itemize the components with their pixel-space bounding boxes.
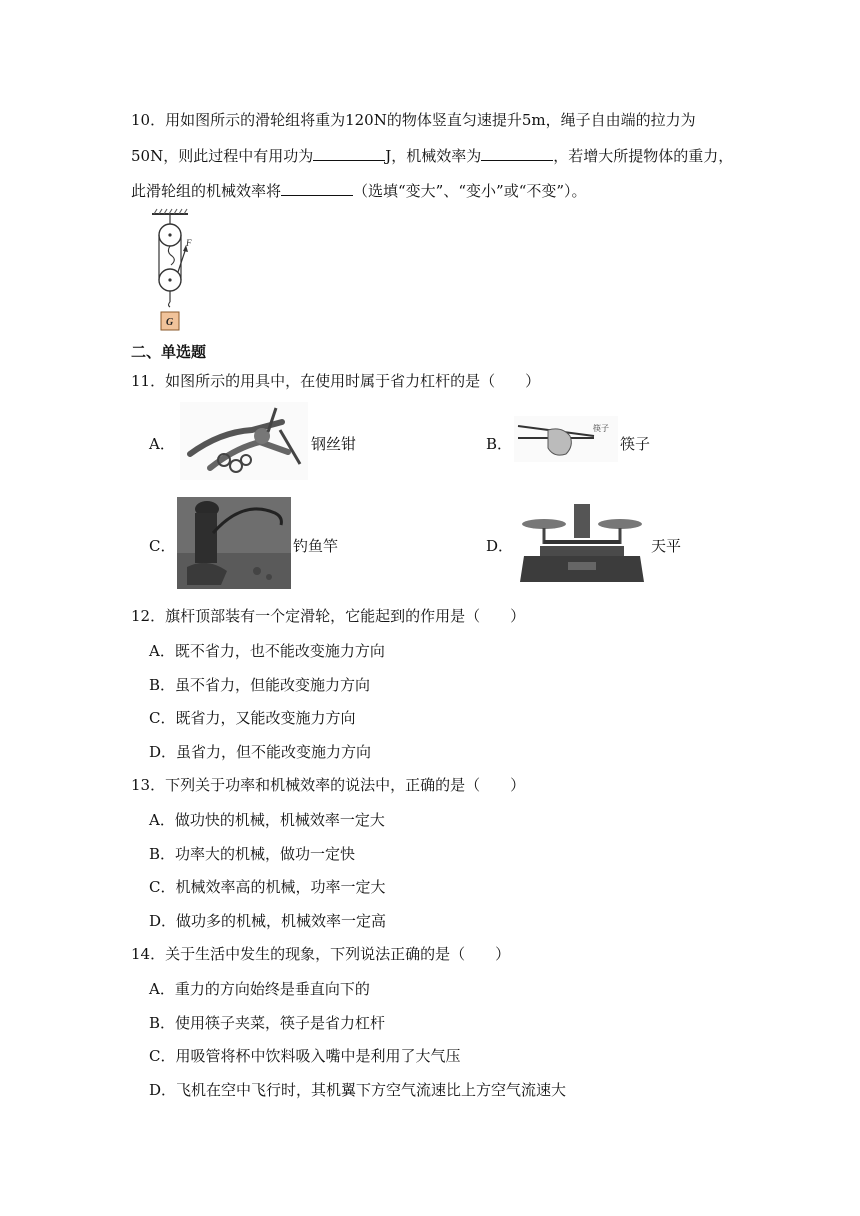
q11-option-c-label: 钓鱼竿 [293, 537, 339, 555]
chopsticks-caption: 筷子 [593, 424, 609, 433]
q11-option-d-letter[interactable]: D． [486, 537, 514, 555]
q10-line1: 10．用如图所示的滑轮组将重为120N的物体竖直匀速提升5m，绳子自由端的拉力为 [131, 111, 696, 129]
q12-option-a[interactable]: A．既不省力，也不能改变施力方向 [149, 642, 385, 660]
q11-stem: 11．如图所示的用具中，在使用时属于省力杠杆的是（ ） [131, 372, 541, 390]
q11-option-a-label: 钢丝钳 [311, 435, 357, 453]
q13-stem: 13．下列关于功率和机械效率的说法中，正确的是（ ） [131, 776, 526, 794]
q14-option-d[interactable]: D．飞机在空中飞行时，其机翼下方空气流速比上方空气流速大 [149, 1081, 567, 1099]
section-heading: 二、单选题 [131, 343, 207, 361]
q10-line3-text-b: （选填“变大”、“变小”或“不变”）。 [353, 182, 587, 200]
q12-stem: 12．旗杆顶部装有一个定滑轮，它能起到的作用是（ ） [131, 607, 526, 625]
balance-scale-image [516, 498, 648, 590]
q10-line2 [131, 145, 733, 166]
q13-option-c[interactable]: C．机械效率高的机械，功率一定大 [149, 878, 386, 896]
q10-line2-text-c: ，若增大所提物体的重力， [553, 147, 734, 165]
weight-label: G [166, 317, 174, 328]
q14-option-b[interactable]: B．使用筷子夹菜，筷子是省力杠杆 [149, 1014, 386, 1032]
q11-option-a-letter[interactable]: A． [149, 435, 175, 453]
q13-option-a[interactable]: A．做功快的机械，机械效率一定大 [149, 811, 385, 829]
q11-option-b-label: 筷子 [620, 435, 651, 453]
q10-line2-text-b: J，机械效率为 [385, 147, 482, 165]
q13-option-d[interactable]: D．做功多的机械，机械效率一定高 [149, 912, 387, 930]
pliers-image [180, 402, 308, 480]
q11-option-b-letter[interactable]: B． [486, 435, 513, 453]
chopsticks-image [514, 416, 618, 462]
q10-line3 [131, 180, 587, 201]
q10-line2-text-a: 50N，则此过程中有用功为 [131, 147, 314, 165]
answer-blank-efficiency-change[interactable] [281, 180, 353, 196]
q11-option-d-label: 天平 [651, 537, 682, 555]
q14-option-c[interactable]: C．用吸管将杯中饮料吸入嘴中是利用了大气压 [149, 1047, 461, 1065]
fishing-rod-image [177, 497, 291, 589]
q13-option-b[interactable]: B．功率大的机械，做功一定快 [149, 845, 356, 863]
q14-stem: 14．关于生活中发生的现象，下列说法正确的是（ ） [131, 945, 511, 963]
q12-option-d[interactable]: D．虽省力，但不能改变施力方向 [149, 743, 372, 761]
q10-line3-text-a: 此滑轮组的机械效率将 [131, 182, 282, 200]
q12-option-b[interactable]: B．虽不省力，但能改变施力方向 [149, 676, 371, 694]
q14-option-a[interactable]: A．重力的方向始终是垂直向下的 [149, 980, 370, 998]
q12-option-c[interactable]: C．既省力，又能改变施力方向 [149, 709, 356, 727]
force-label: F [186, 238, 192, 248]
q11-option-c-letter[interactable]: C． [149, 537, 176, 555]
pulley-system-figure [148, 208, 196, 334]
answer-blank-useful-work[interactable] [313, 145, 385, 161]
answer-blank-efficiency[interactable] [481, 145, 553, 161]
